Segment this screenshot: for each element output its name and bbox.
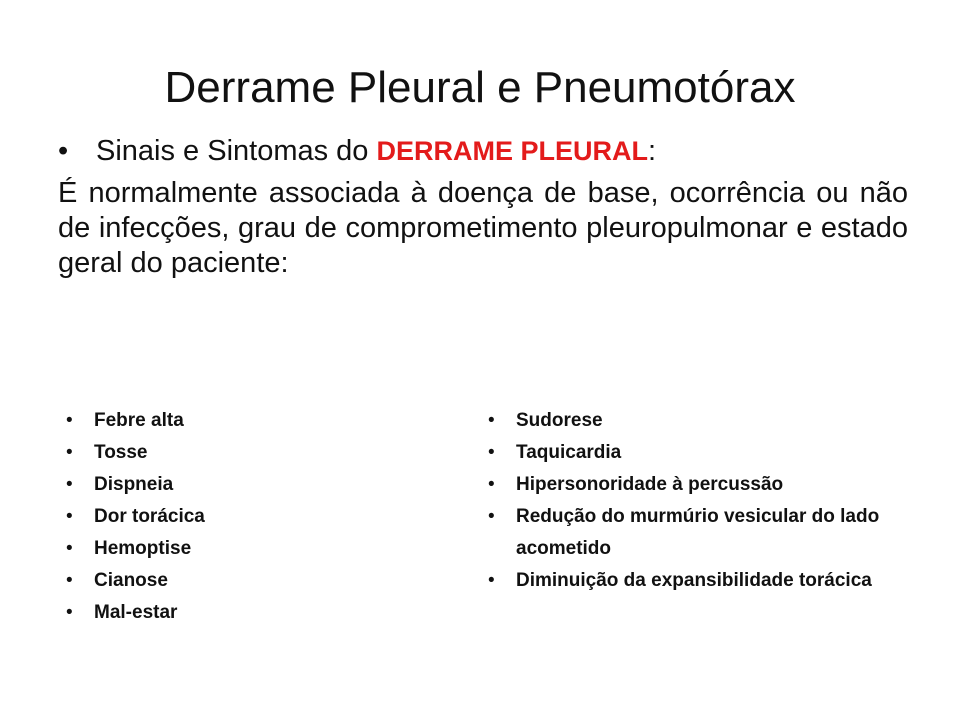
symptom-list-left [62,405,442,629]
list-item: • Hemoptise [62,533,442,565]
list-item: • Cianose [62,565,442,597]
intro-bullet [58,133,918,169]
list-item: • Sudorese [484,405,924,437]
symptom-list-right [484,405,924,597]
list-item: • Redução do murmúrio vesicular do lado acometido [484,501,924,565]
intro-paragraph: É normalmente associada à doença de base, ocorrência ou não de infecções, grau de comprometimento pleuropulmonar e estado geral do paciente: [58,177,908,279]
list-item: • Mal-estar [62,597,442,629]
intro-highlight: DERRAME PLEURAL [376,136,648,166]
list-item: • Dispneia [62,469,442,501]
list-item: • Febre alta [62,405,442,437]
list-item: • Taquicardia [484,437,924,469]
intro-prefix: Sinais e Sintomas do [96,135,377,167]
slide-title: Derrame Pleural e Pneumotórax [164,63,796,112]
list-item: • Dor torácica [62,501,442,533]
list-item: • Hipersonoridade à percussão [484,469,924,501]
intro-suffix: : [648,135,657,167]
bullet-marker: • [58,135,69,167]
list-item: • Tosse [62,437,442,469]
list-item: • Diminuição da expansibilidade torácica [484,565,924,597]
